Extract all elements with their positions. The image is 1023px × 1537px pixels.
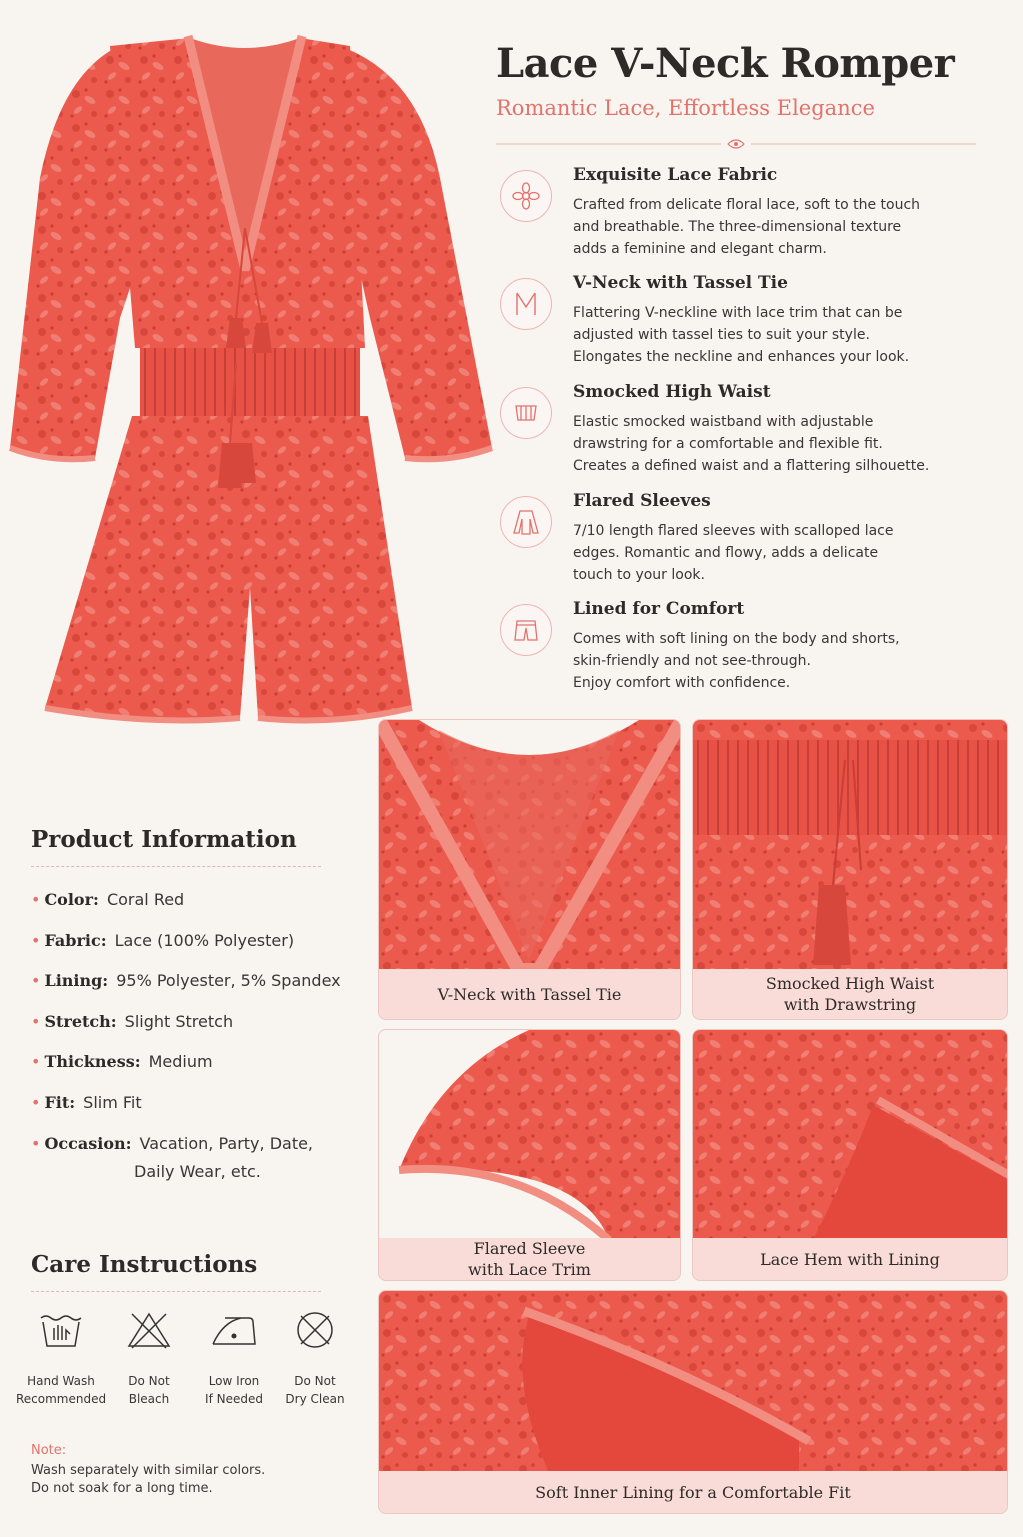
detail-card-lining — [378, 1290, 1008, 1514]
shorts-icon — [500, 604, 552, 656]
care-no-dry-clean: Do Not Dry Clean — [270, 1310, 360, 1408]
feature-title: V-Neck with Tassel Tie — [573, 273, 788, 293]
info-row-fit: • Fit: Slim Fit — [31, 1093, 142, 1112]
care-no-bleach: Do Not Bleach — [104, 1310, 194, 1408]
care-low-iron: Low Iron If Needed — [189, 1310, 279, 1408]
info-row-thickness: • Thickness: Medium — [31, 1052, 213, 1071]
feature-title: Smocked High Waist — [573, 382, 771, 402]
note-line: Wash separately with similar colors. — [31, 1463, 266, 1478]
care-title: Care Instructions — [31, 1251, 258, 1278]
page-subtitle: Romantic Lace, Effortless Elegance — [496, 96, 875, 120]
no-bleach-icon — [126, 1310, 172, 1350]
detail-caption: V-Neck with Tassel Tie — [379, 969, 680, 1019]
detail-card-sleeve — [378, 1029, 681, 1281]
detail-card-neckline — [378, 719, 681, 1020]
no-dry-clean-icon — [292, 1310, 338, 1350]
feature-description: Elastic smocked waistband with adjustable drawstring for a comfortable and flexible fit. Creates a defined waist and a flattering silhouette. — [573, 414, 930, 474]
info-row-lining: • Lining: 95% Polyester, 5% Spandex — [31, 971, 341, 990]
detail-photo-neckline — [379, 720, 681, 970]
note-title: Note: — [31, 1443, 67, 1458]
feature-title: Flared Sleeves — [573, 491, 711, 511]
flower-icon — [500, 170, 552, 222]
detail-caption: Flared Sleeve with Lace Trim — [379, 1238, 680, 1280]
product-main-image — [0, 18, 500, 738]
hand-wash-icon — [38, 1310, 84, 1350]
note-line: Do not soak for a long time. — [31, 1481, 213, 1496]
detail-caption: Lace Hem with Lining — [693, 1238, 1007, 1280]
detail-photo-lining — [379, 1291, 1008, 1473]
divider — [31, 866, 321, 867]
feature-description: Flattering V-neckline with lace trim that can be adjusted with tassel ties to suit your style. Elongates the neckline and enhances your look. — [573, 305, 910, 365]
feature-description: 7/10 length flared sleeves with scalloped lace edges. Romantic and flowy, adds a delicate touch to your look. — [573, 523, 894, 583]
detail-card-hem — [692, 1029, 1008, 1281]
feature-title: Lined for Comfort — [573, 599, 745, 619]
detail-photo-sleeve — [379, 1030, 681, 1240]
product-info-title: Product Information — [31, 826, 297, 853]
waist-icon — [500, 387, 552, 439]
page-title: Lace V-Neck Romper — [496, 40, 955, 87]
feature-title: Exquisite Lace Fabric — [573, 165, 778, 185]
feature-description: Crafted from delicate floral lace, soft to the touch and breathable. The three-dimensional texture adds a feminine and elegant charm. — [573, 197, 921, 257]
detail-caption: Soft Inner Lining for a Comfortable Fit — [379, 1471, 1007, 1513]
info-row-fabric: • Fabric: Lace (100% Polyester) — [31, 931, 295, 950]
ornament-divider — [496, 136, 976, 152]
detail-caption: Smocked High Waist with Drawstring — [693, 969, 1007, 1019]
care-hand-wash: Hand Wash Recommended — [16, 1310, 106, 1408]
low-iron-icon — [209, 1310, 259, 1350]
detail-photo-hem — [693, 1030, 1008, 1240]
detail-card-waist — [692, 719, 1008, 1020]
detail-photo-waist — [693, 720, 1008, 970]
v-neck-icon — [500, 278, 552, 330]
info-row-stretch: • Stretch: Slight Stretch — [31, 1012, 234, 1031]
title-block — [496, 40, 986, 120]
info-row-occasion: • Occasion: Vacation, Party, Date, Daily Wear, etc. — [31, 1134, 314, 1181]
sleeve-icon — [500, 496, 552, 548]
feature-description: Comes with soft lining on the body and shorts, skin-friendly and not see-through. Enjoy comfort with confidence. — [573, 631, 900, 691]
info-row-color: • Color: Coral Red — [31, 890, 185, 909]
divider — [31, 1291, 321, 1292]
